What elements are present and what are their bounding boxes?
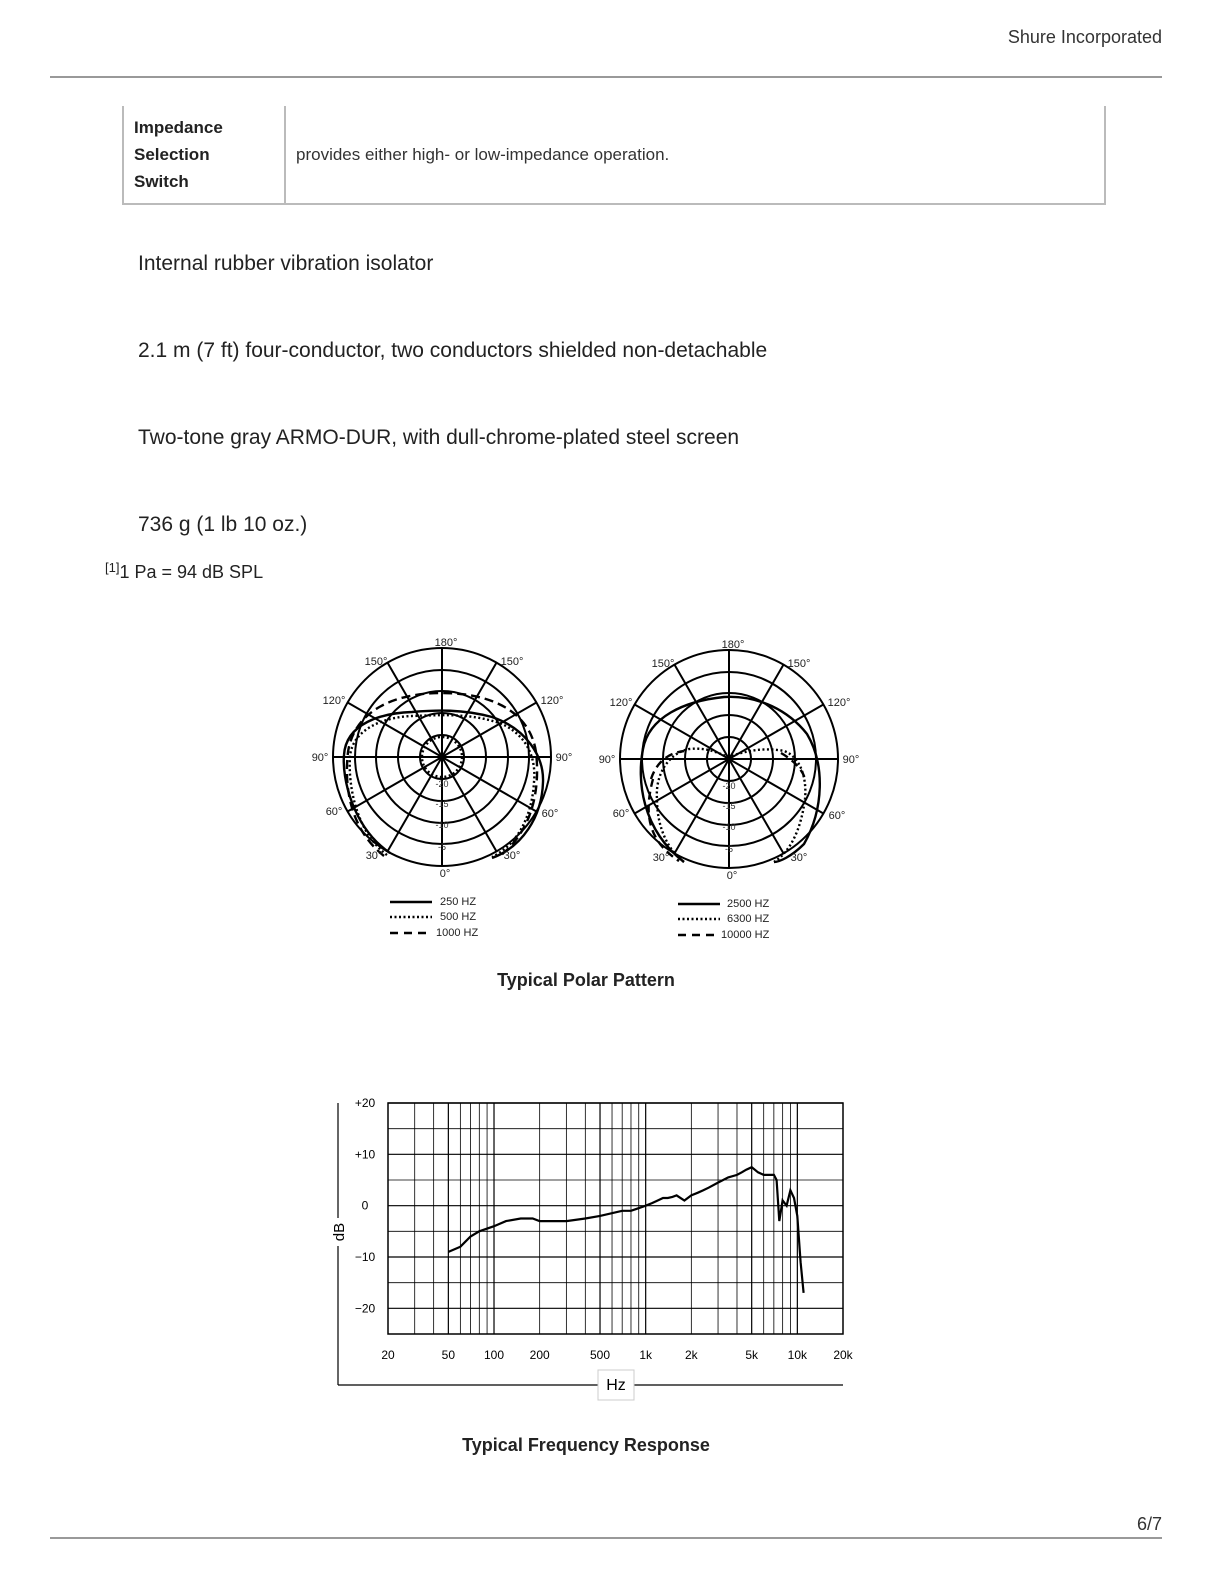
angle-label: 150° — [500, 656, 524, 668]
angle-label: 0° — [439, 868, 451, 880]
legend-label: 500 HZ — [440, 911, 477, 923]
angle-label: 30° — [503, 850, 521, 862]
spec-label-cell — [123, 106, 285, 204]
polar-caption: Typical Polar Pattern — [497, 970, 675, 990]
polar-left — [312, 637, 573, 880]
angle-label: 30° — [790, 852, 808, 864]
angle-label: 150° — [364, 656, 388, 668]
spec-label-line: Impedance — [134, 118, 223, 137]
x-tick-label: 500 — [590, 1348, 611, 1362]
angle-label: 120° — [540, 695, 564, 707]
footnote-text: 1 Pa = 94 dB SPL — [119, 562, 264, 582]
polar-right-legend — [678, 898, 770, 941]
angle-label: 120° — [609, 697, 633, 709]
angle-label: 30° — [365, 850, 383, 862]
angle-label: 90° — [555, 752, 573, 764]
response-curve — [448, 1167, 803, 1293]
x-tick-label: 2k — [684, 1348, 698, 1362]
ring-label: -20 — [435, 779, 449, 789]
angle-label: 60° — [541, 808, 559, 820]
y-axis-label: dB — [331, 1222, 348, 1242]
page-number: 6/7 — [1136, 1514, 1162, 1534]
angle-label: 30° — [652, 852, 670, 864]
x-tick-label: 200 — [529, 1348, 550, 1362]
polar-pattern-figure — [0, 630, 1224, 950]
angle-label: 60° — [325, 806, 343, 818]
angle-label: 150° — [787, 658, 811, 670]
x-tick-label: 20k — [833, 1348, 853, 1362]
legend-label: 250 HZ — [440, 896, 477, 908]
header-rule — [50, 76, 1162, 78]
legend-label: 10000 HZ — [721, 929, 770, 941]
x-tick-label: 50 — [441, 1348, 456, 1362]
legend-label: 6300 HZ — [727, 913, 770, 925]
spec-line-isolator: Internal rubber vibration isolator — [138, 252, 434, 275]
angle-label: 60° — [612, 808, 630, 820]
ring-label: -5 — [437, 842, 447, 852]
angle-label: 0° — [726, 870, 738, 882]
spec-line-weight: 736 g (1 lb 10 oz.) — [138, 513, 308, 536]
header-company: Shure Incorporated — [1007, 27, 1162, 47]
y-tick-label: +20 — [354, 1096, 376, 1110]
table-row — [123, 106, 1105, 204]
x-tick-label: 5k — [745, 1348, 759, 1362]
y-tick-label: −10 — [354, 1250, 376, 1264]
ring-label: -5 — [724, 844, 734, 854]
y-tick-label: −20 — [354, 1301, 376, 1316]
chart-grid — [388, 1103, 843, 1334]
ring-label: -15 — [722, 801, 736, 811]
legend-label: 2500 HZ — [727, 898, 770, 910]
frequency-caption: Typical Frequency Response — [462, 1435, 710, 1455]
footer-rule — [50, 1537, 1162, 1539]
spec-line-cable: 2.1 m (7 ft) four-conductor, two conductors shielded non-detachable — [138, 339, 768, 362]
angle-label: 120° — [322, 695, 346, 707]
x-tick-label: 10k — [787, 1348, 808, 1362]
footnote — [105, 562, 263, 583]
angle-label: 120° — [827, 697, 851, 709]
spec-line-housing: Two-tone gray ARMO-DUR, with dull-chrome-plated steel screen — [138, 426, 740, 449]
spec-label-line: Switch — [134, 172, 189, 191]
x-axis-label: Hz — [606, 1377, 626, 1394]
frequency-response-chart — [320, 1090, 880, 1420]
plot-frame — [388, 1103, 843, 1334]
angle-label: 90° — [598, 754, 616, 766]
x-tick-labels — [381, 1348, 853, 1362]
ring-label: -10 — [722, 822, 736, 832]
spec-table — [122, 106, 1106, 205]
angle-label: 90° — [311, 752, 329, 764]
polar-right — [599, 639, 860, 882]
x-tick-label: 20 — [381, 1348, 395, 1362]
angle-label: 180° — [434, 637, 458, 649]
y-tick-label: 0 — [361, 1198, 369, 1213]
angle-label: 180° — [721, 639, 745, 651]
angle-label: 90° — [842, 754, 860, 766]
polar-left-legend — [390, 896, 478, 939]
y-tick-label: +10 — [354, 1147, 376, 1162]
spec-label-line: Selection — [134, 145, 210, 164]
ring-label: -15 — [435, 799, 449, 809]
footnote-marker: [1] — [105, 560, 120, 575]
spec-value-cell: provides either high- or low-impedance operation. — [285, 106, 1105, 204]
x-tick-label: 1k — [639, 1348, 653, 1362]
legend-label: 1000 HZ — [436, 927, 479, 939]
x-tick-label: 100 — [483, 1348, 505, 1362]
ring-label: -20 — [722, 781, 736, 791]
ring-label: -10 — [435, 820, 449, 830]
y-tick-labels — [355, 1096, 376, 1315]
angle-label: 60° — [828, 810, 846, 822]
angle-label: 150° — [651, 658, 675, 670]
